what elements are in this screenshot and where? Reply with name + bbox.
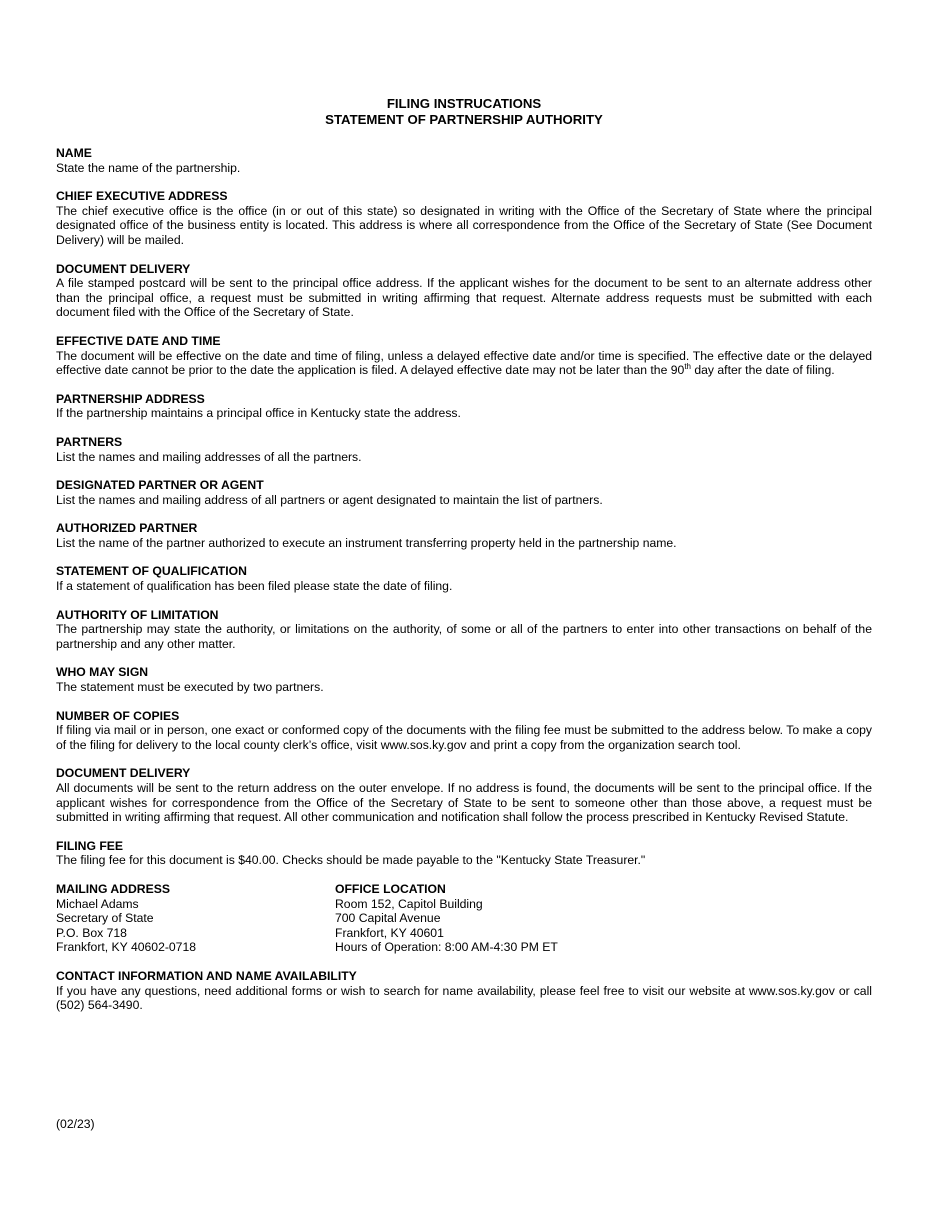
title-line-1: FILING INSTRUCATIONS	[386, 96, 542, 111]
section-body: The partnership may state the authority, or limitations on the authority, of some or all of the partners to enter into other transactions on behalf of the partnership and any other matter.	[56, 622, 872, 651]
section-heading: DOCUMENT DELIVERY	[56, 261, 191, 276]
section-body	[56, 349, 872, 378]
section-body: List the name of the partner authorized to execute an instrument transferring property held in the partnership name.	[56, 535, 677, 550]
section-document-delivery-2	[56, 766, 872, 824]
section-designated-partner	[56, 478, 872, 507]
section-heading: EFFECTIVE DATE AND TIME	[56, 333, 221, 348]
section-body: A file stamped postcard will be sent to the principal office address. If the applicant wishes for the document to be sent to an alternate address other than the principal office, a request must be submitted in writing affirming that request. Alternate address requests must be submitted with each document filed with the Office of the Secretary of State.	[56, 276, 872, 320]
section-contact-information	[56, 969, 872, 1013]
revision-code: (02/23)	[56, 1117, 95, 1131]
mailing-address-line: Secretary of State	[56, 911, 154, 926]
section-effective-date	[56, 334, 872, 378]
section-authorized-partner	[56, 521, 872, 550]
section-body: If filing via mail or in person, one exact or conformed copy of the documents with the filing fee must be submitted to the address below. To make a copy of the filing for delivery to the local county clerk’s office, visit www.sos.ky.gov and print a copy from the organization search tool.	[56, 723, 872, 752]
mailing-address-line: Michael Adams	[56, 896, 139, 911]
section-heading: STATEMENT OF QUALIFICATION	[56, 564, 247, 579]
section-body: If a statement of qualification has been filed please state the date of filing.	[56, 579, 453, 594]
section-document-delivery-1	[56, 262, 872, 320]
section-body: List the names and mailing address of all partners or agent designated to maintain the list of partners.	[56, 492, 603, 507]
section-filing-fee	[56, 839, 872, 868]
section-chief-executive-address	[56, 189, 872, 247]
ordinal-suffix: th	[684, 362, 691, 372]
section-heading: AUTHORIZED PARTNER	[56, 521, 198, 536]
mailing-address	[56, 882, 335, 955]
section-body: The filing fee for this document is $40.00. Checks should be made payable to the "Kentucky State Treasurer."	[56, 853, 646, 868]
section-heading: CONTACT INFORMATION AND NAME AVAILABILITY	[56, 968, 357, 983]
section-heading: NAME	[56, 146, 92, 160]
section-heading: FILING FEE	[56, 838, 124, 853]
section-statement-of-qualification	[56, 564, 872, 593]
office-location-line: 700 Capital Avenue	[335, 911, 441, 926]
section-authority-of-limitation	[56, 608, 872, 652]
office-location-line: Hours of Operation: 8:00 AM-4:30 PM ET	[335, 940, 558, 955]
section-body: If you have any questions, need additional forms or wish to search for name availability, please feel free to visit our website at www.sos.ky.gov or call (502) 564-3490.	[56, 983, 872, 1013]
mailing-address-heading: MAILING ADDRESS	[56, 881, 170, 896]
section-heading: AUTHORITY OF LIMITATION	[56, 607, 219, 622]
office-location-line: Frankfort, KY 40601	[335, 925, 444, 940]
section-body: List the names and mailing addresses of all the partners.	[56, 449, 362, 464]
section-body: The chief executive office is the office (in or out of this state) so designated in writing with the Office of the Secretary of State where the principal designated office of the business entity is located. This address is where all correspondence from the Office of the Secretary of State (See Document Delivery) will be mailed.	[56, 203, 872, 247]
addresses-block	[56, 882, 872, 955]
document-page	[56, 96, 872, 1027]
section-name	[56, 146, 872, 175]
document-title	[56, 96, 872, 128]
section-heading: PARTNERS	[56, 434, 123, 449]
effective-body-part-1: The document will be effective on the date and time of filing, unless a delayed effective date and/or time is specified. The effective date or the delayed effective date cannot be prior to the date the application is filed. A delayed effective date may not be later than the 90	[56, 348, 872, 378]
section-heading: DOCUMENT DELIVERY	[56, 766, 191, 781]
section-body: If the partnership maintains a principal office in Kentucky state the address.	[56, 406, 461, 421]
section-partnership-address	[56, 392, 872, 421]
section-number-of-copies	[56, 709, 872, 753]
section-who-may-sign	[56, 665, 872, 694]
section-partners	[56, 435, 872, 464]
title-line-2: STATEMENT OF PARTNERSHIP AUTHORITY	[325, 112, 603, 127]
mailing-address-line: P.O. Box 718	[56, 925, 127, 940]
office-location-line: Room 152, Capitol Building	[335, 896, 483, 911]
mailing-address-line: Frankfort, KY 40602-0718	[56, 940, 197, 955]
section-heading: PARTNERSHIP ADDRESS	[56, 391, 205, 406]
effective-body-part-2: day after the date of filing.	[690, 363, 835, 378]
section-body: State the name of the partnership.	[56, 160, 241, 175]
section-heading: DESIGNATED PARTNER OR AGENT	[56, 478, 264, 493]
section-body: The statement must be executed by two partners.	[56, 680, 324, 695]
section-heading: CHIEF EXECUTIVE ADDRESS	[56, 189, 228, 204]
section-body: All documents will be sent to the return address on the outer envelope. If no address is found, the documents will be sent to the principal office. If the applicant wishes for correspondence from the Office of the Secretary of State to be sent to someone other than those above, a request must be submitted in writing affirming that request. All other communication and notification shall follow the process prescribed in Kentucky Revised Statute.	[56, 781, 872, 825]
section-heading: NUMBER OF COPIES	[56, 708, 180, 723]
office-location	[335, 882, 735, 955]
office-location-heading: OFFICE LOCATION	[335, 881, 446, 896]
section-heading: WHO MAY SIGN	[56, 665, 149, 680]
